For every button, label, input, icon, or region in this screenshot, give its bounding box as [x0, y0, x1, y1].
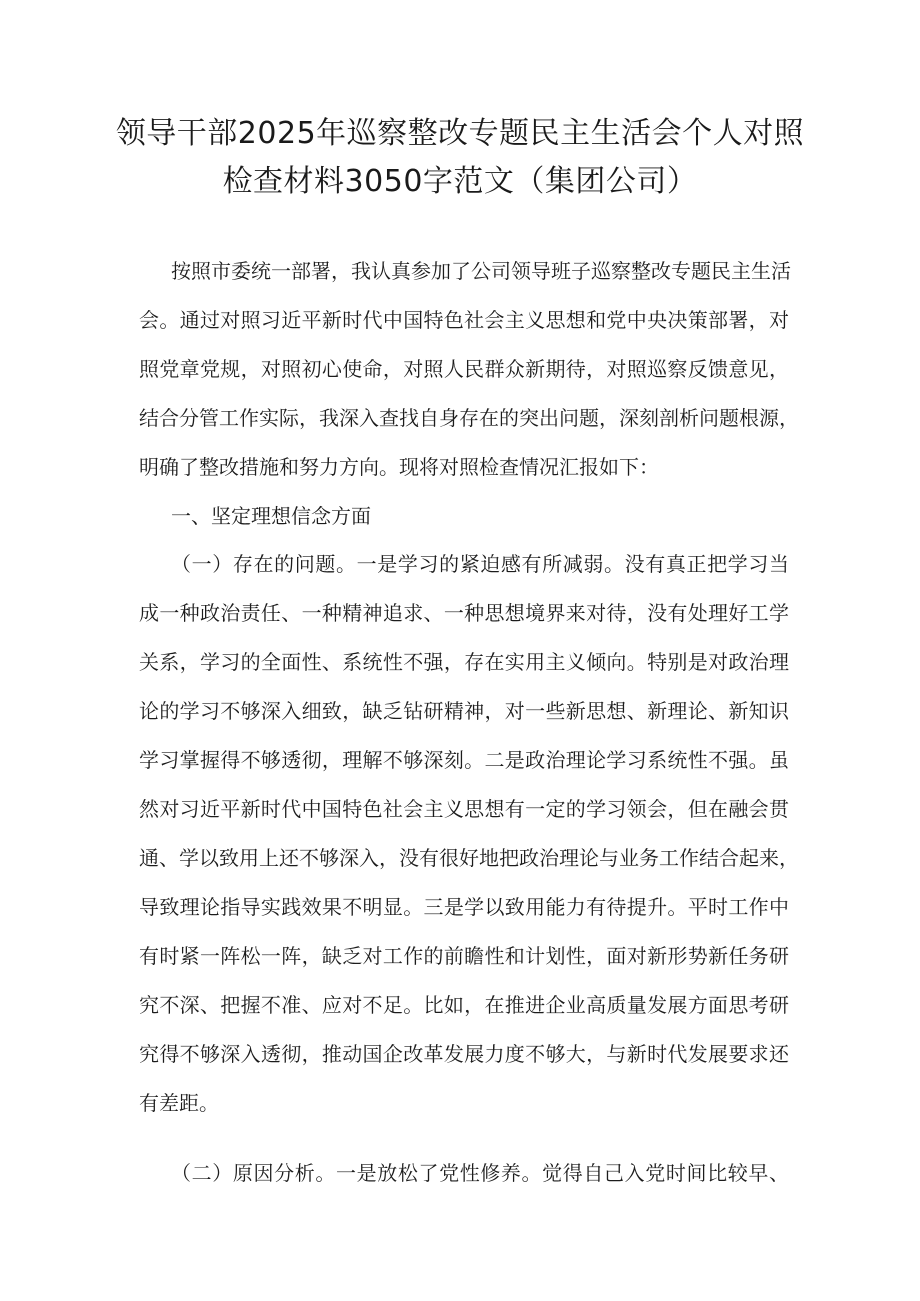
paragraph-2-line: 然对习近平新时代中国特色社会主义思想有一定的学习领会，但在融会贯	[139, 797, 789, 821]
document-title-line-1: 领导干部2025年巡察整改专题民主生活会个人对照	[115, 116, 805, 151]
paragraph-1-line: 照党章党规，对照初心使命，对照人民群众新期待，对照巡察反馈意见，	[139, 357, 789, 381]
section-heading: 一、坚定理想信念方面	[171, 504, 371, 528]
paragraph-1-line: 结合分管工作实际，我深入查找自身存在的突出问题，深刻剖析问题根源，	[139, 406, 799, 430]
paragraph-1-line: 会。通过对照习近平新时代中国特色社会主义思想和党中央决策部署，对	[139, 308, 789, 332]
paragraph-2-line: 成一种政治责任、一种精神追求、一种思想境界来对待，没有处理好工学	[139, 601, 789, 625]
document-title-line-2: 检查材料3050字范文（集团公司）	[222, 164, 698, 199]
paragraph-1-line: 明确了整改措施和努力方向。现将对照检查情况汇报如下：	[139, 455, 659, 479]
paragraph-2-line: 论的学习不够深入细致，缺乏钻研精神，对一些新思想、新理论、新知识	[139, 699, 789, 723]
paragraph-2-line: 有差距。	[139, 1091, 219, 1115]
paragraph-1-line: 按照市委统一部署，我认真参加了公司领导班子巡察整改专题民主生活	[171, 259, 791, 283]
paragraph-2-line: 关系，学习的全面性、系统性不强，存在实用主义倾向。特别是对政治理	[139, 650, 789, 674]
paragraph-2-line: 导致理论指导实践效果不明显。三是学以致用能力有待提升。平时工作中	[139, 895, 789, 919]
paragraph-3-line: （二）原因分析。一是放松了党性修养。觉得自己入党时间比较早、	[171, 1161, 789, 1185]
paragraph-2-line: 究不深、把握不准、应对不足。比如，在推进企业高质量发展方面思考研	[139, 993, 789, 1017]
paragraph-2-line: 通、学以致用上还不够深入，没有很好地把政治理论与业务工作结合起来，	[139, 846, 799, 870]
paragraph-2-line: （一）存在的问题。一是学习的紧迫感有所减弱。没有真正把学习当	[171, 552, 789, 576]
paragraph-2-line: 究得不够深入透彻，推动国企改革发展力度不够大，与新时代发展要求还	[139, 1042, 789, 1066]
paragraph-2-line: 有时紧一阵松一阵，缺乏对工作的前瞻性和计划性，面对新形势新任务研	[139, 944, 789, 968]
paragraph-2-line: 学习掌握得不够透彻，理解不够深刻。二是政治理论学习系统性不强。虽	[139, 748, 789, 772]
